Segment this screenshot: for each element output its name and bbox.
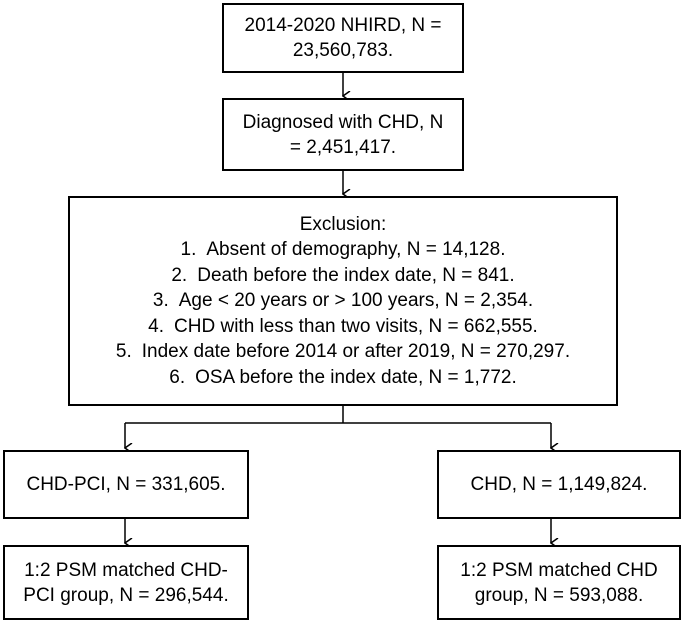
exclusion-item-number: 2. — [171, 264, 188, 286]
exclusion-item-number: 3. — [152, 290, 169, 311]
chd-box — [437, 450, 681, 519]
exclusion-item — [116, 263, 570, 289]
exclusion-item — [116, 314, 570, 340]
source-box — [222, 3, 464, 73]
exclusion-item — [116, 339, 570, 365]
exclusion-item-text: Index date before 2014 or after 2019, N = 270,297. — [141, 341, 571, 362]
exclusion-item-number: 1. — [180, 239, 197, 260]
exclusion-item — [116, 288, 570, 314]
exclusion-item-text: Absent of demography, N = 14,128. — [206, 239, 506, 260]
exclusion-item-text: Age < 20 years or > 100 years, N = 2,354. — [178, 290, 534, 311]
exclusion-item-number: 5. — [115, 341, 132, 362]
chd-pci-matched-box — [3, 545, 249, 620]
exclusion-item — [116, 365, 570, 391]
exclusion-item-number: 4. — [148, 315, 165, 337]
exclusion-item-text: CHD with less than two visits, N = 662,555. — [174, 315, 538, 337]
exclusion-item-text: Death before the index date, N = 841. — [197, 264, 515, 286]
exclusion-title: Exclusion: — [299, 214, 387, 235]
chd-matched-box — [437, 545, 681, 620]
exclusion-item-number: 6. — [169, 366, 186, 388]
chd-pci-box — [3, 450, 249, 519]
diagnosed-line-2: = 2,451,417. — [289, 136, 397, 158]
diagnosed-line-1: Diagnosed with CHD, N — [242, 111, 444, 133]
chd-pci-matched-line-1: 1:2 PSM matched CHD- — [24, 559, 228, 581]
diagnosed-box — [222, 98, 464, 171]
exclusion-box — [68, 196, 618, 406]
exclusion-item — [116, 237, 570, 263]
chd-matched-line-2: group, N = 593,088. — [474, 584, 644, 606]
exclusion-list — [116, 237, 570, 390]
chd-line-1: CHD, N = 1,149,824. — [470, 474, 648, 495]
source-line-2: 23,560,783. — [292, 40, 394, 61]
chd-pci-line-1: CHD-PCI, N = 331,605. — [26, 474, 226, 495]
source-line-1: 2014-2020 NHIRD, N = — [244, 15, 442, 36]
chd-matched-line-1: 1:2 PSM matched CHD — [460, 559, 658, 581]
exclusion-item-text: OSA before the index date, N = 1,772. — [195, 366, 517, 388]
chd-pci-matched-line-2: PCI group, N = 296,544. — [23, 584, 229, 606]
